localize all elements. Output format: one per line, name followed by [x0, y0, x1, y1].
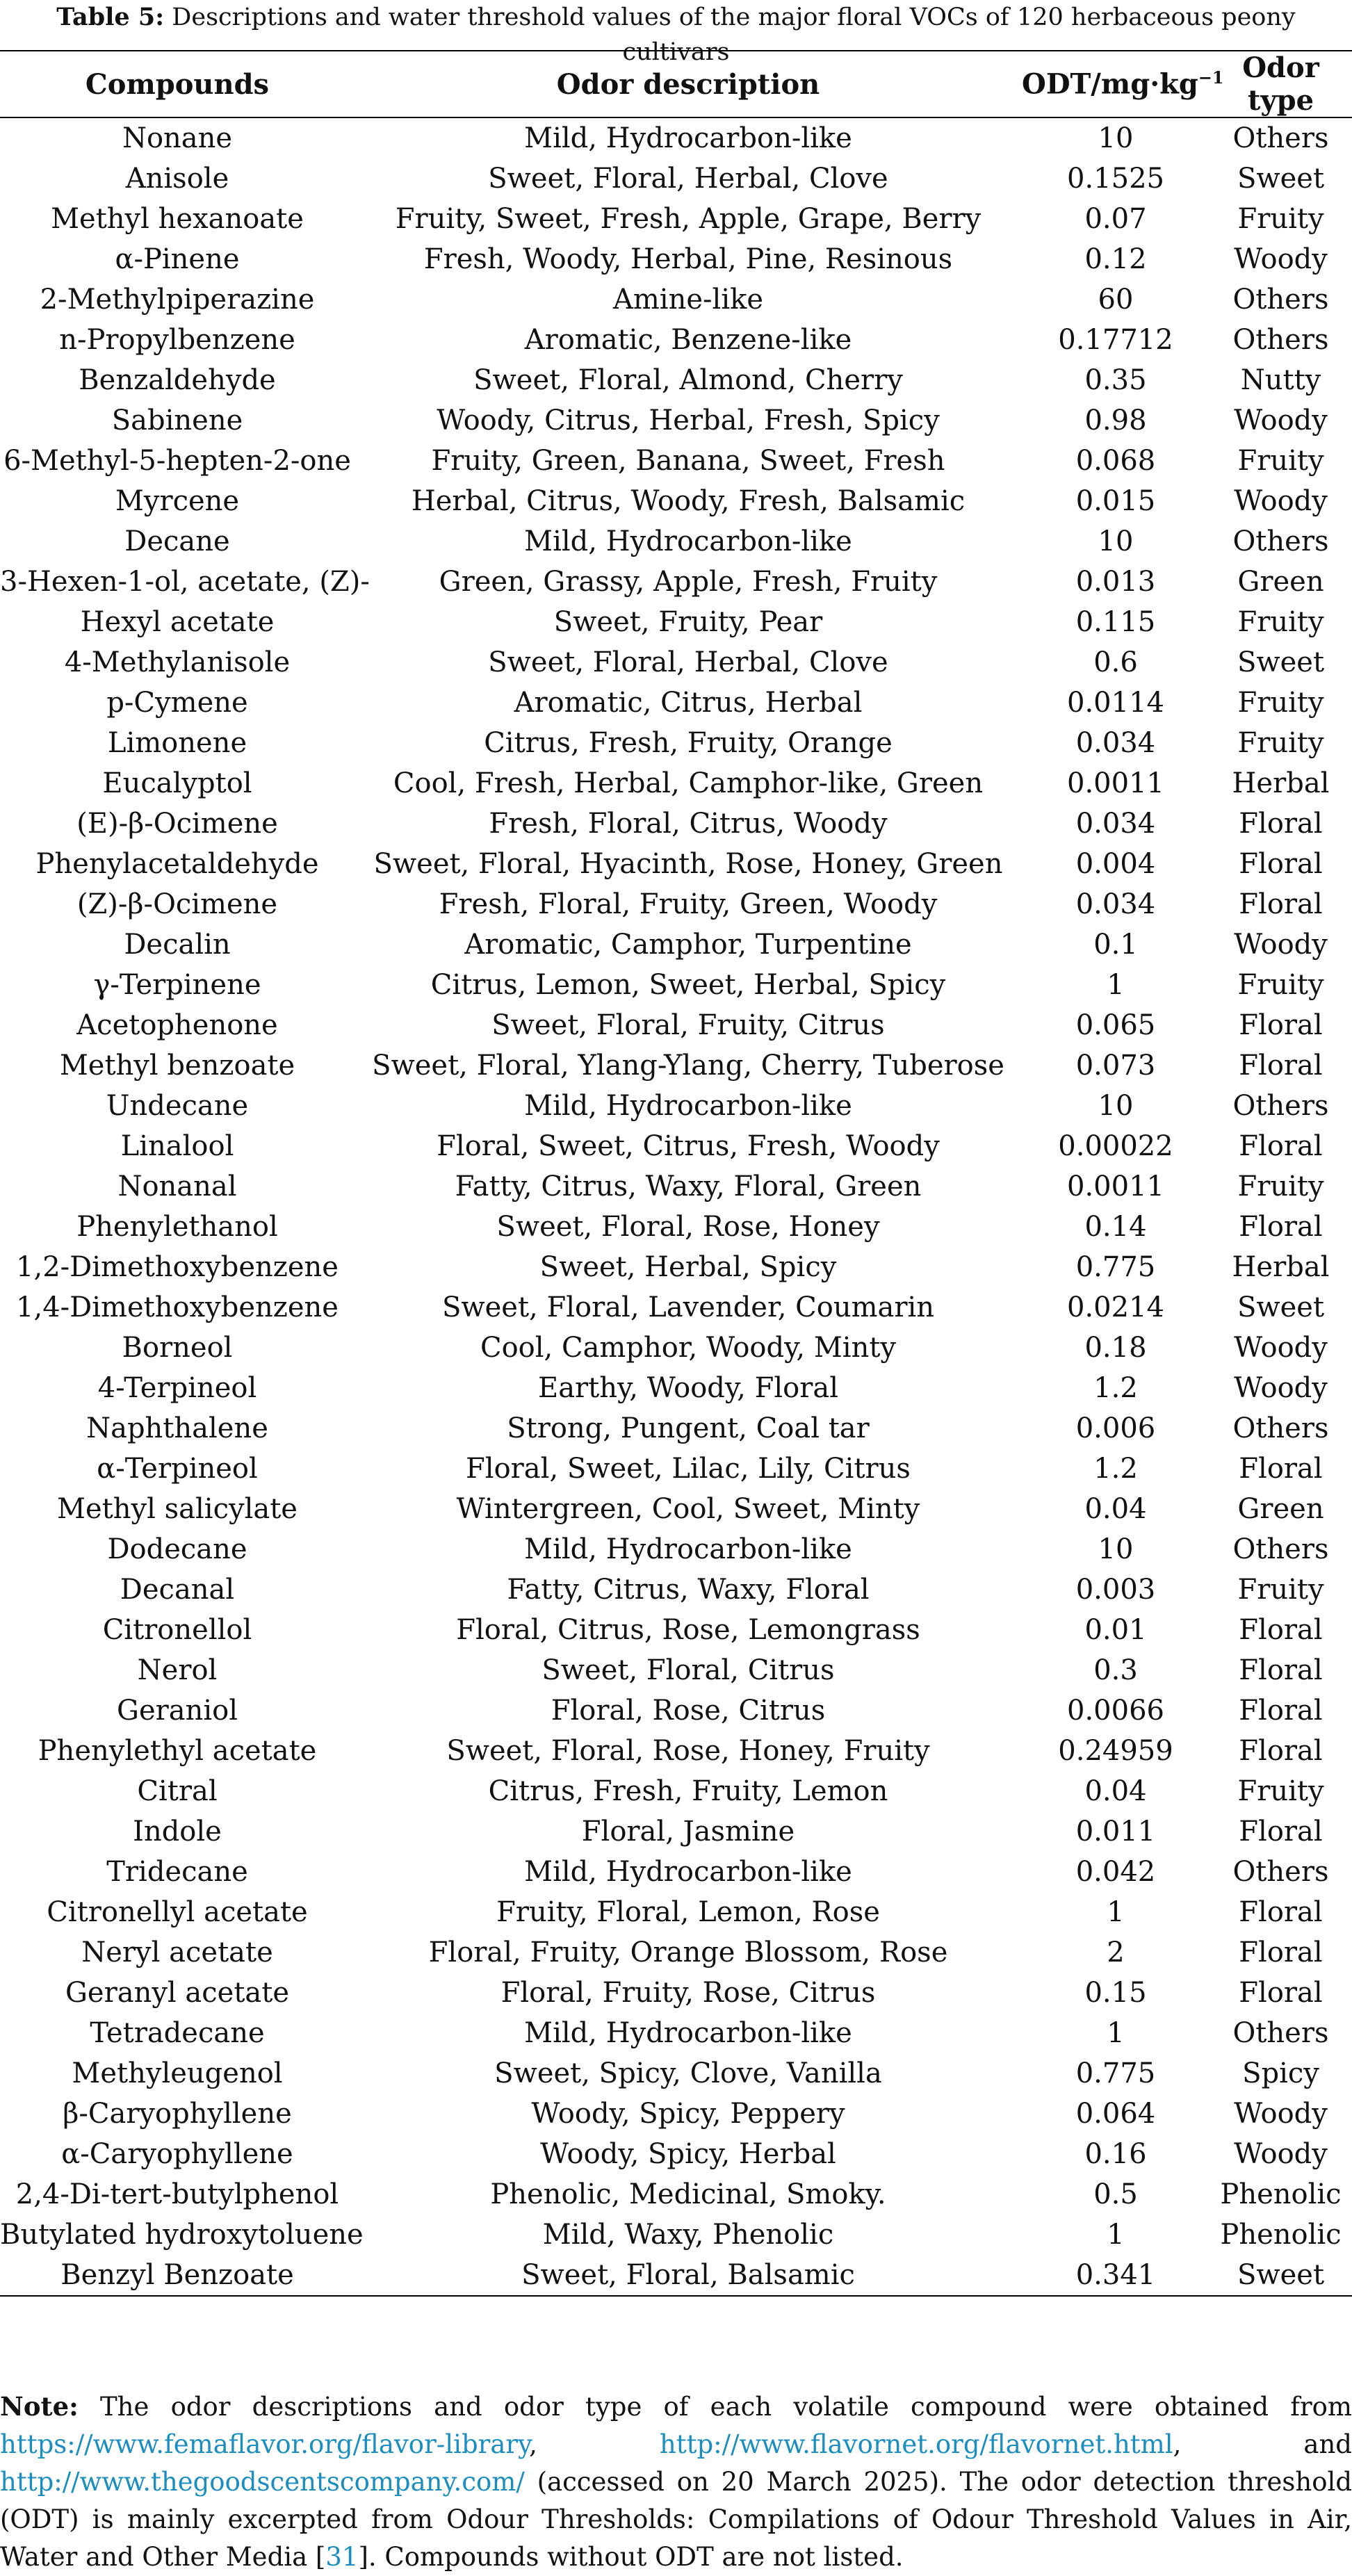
- cell-compound: Citral: [137, 1775, 218, 1807]
- cell-odt: 0.18: [1084, 1332, 1147, 1364]
- table-row: [0, 2255, 1352, 2296]
- cell-odor-description: Sweet, Floral, Rose, Honey: [496, 1211, 880, 1243]
- cell-odt: 0.1525: [1067, 163, 1164, 195]
- table-row: [0, 117, 1352, 158]
- cell-odt: 0.0214: [1067, 1291, 1164, 1323]
- cell-odt: 0.065: [1075, 1009, 1156, 1041]
- table-row: [0, 844, 1352, 884]
- table-row: [0, 481, 1352, 521]
- cell-compound: 4-Terpineol: [97, 1372, 257, 1404]
- table-row: [0, 1368, 1352, 1408]
- cell-odor-description: Sweet, Floral, Citrus: [541, 1654, 835, 1686]
- cell-odor-type: Woody: [1234, 485, 1328, 517]
- cell-compound: Phenylethanol: [76, 1211, 278, 1243]
- table-row: [0, 884, 1352, 924]
- cell-odor-type: Woody: [1234, 1372, 1328, 1404]
- table-row: [0, 2013, 1352, 2053]
- cell-odor-type: Woody: [1234, 1332, 1328, 1364]
- cell-odt: 1.2: [1093, 1372, 1138, 1404]
- cell-odt: 0.12: [1084, 243, 1147, 275]
- cell-compound: Hexyl acetate: [80, 606, 275, 638]
- cell-odor-description: Mild, Hydrocarbon-like: [524, 525, 852, 557]
- cell-odor-description: Citrus, Fresh, Fruity, Orange: [484, 727, 893, 759]
- cell-odor-type: Sweet: [1237, 1291, 1325, 1323]
- cell-compound: Butylated hydroxytoluene: [0, 2219, 364, 2251]
- table-caption: [0, 0, 1352, 66]
- table-row: [0, 2053, 1352, 2094]
- table-row: [0, 602, 1352, 642]
- cell-odt: 1: [1107, 969, 1125, 1001]
- cell-odt: 0.011: [1075, 1816, 1156, 1848]
- cell-odt: 0.006: [1075, 1412, 1156, 1444]
- table-row: [0, 965, 1352, 1005]
- table-row: [0, 1166, 1352, 1207]
- cell-odor-type: Fruity: [1237, 727, 1324, 759]
- table-row: [0, 683, 1352, 723]
- cell-odor-description: Fatty, Citrus, Waxy, Floral: [507, 1574, 870, 1606]
- cell-odor-type: Floral: [1239, 1816, 1323, 1848]
- cell-compound: 3-Hexen-1-ol, acetate, (Z)-: [0, 566, 370, 598]
- cell-odt: 0.14: [1084, 1211, 1147, 1243]
- cell-odor-type: Green: [1237, 566, 1324, 598]
- cell-odt: 0.07: [1084, 203, 1147, 235]
- cell-compound: Decane: [124, 525, 230, 557]
- cell-odt: 0.00022: [1058, 1130, 1173, 1162]
- cell-compound: α-Caryophyllene: [61, 2138, 293, 2170]
- cell-odt: 0.073: [1075, 1050, 1156, 1082]
- table-body: [0, 117, 1352, 2296]
- link-goodscents[interactable]: http://www.thegoodscentscompany.com/: [0, 2467, 525, 2497]
- cell-odt: 0.064: [1075, 2098, 1156, 2130]
- cell-odor-type: Others: [1232, 1856, 1329, 1888]
- cell-odt: 10: [1098, 1090, 1134, 1122]
- table-row: [0, 1771, 1352, 1811]
- cell-odor-description: Herbal, Citrus, Woody, Fresh, Balsamic: [411, 485, 966, 517]
- cell-odor-type: Floral: [1239, 1977, 1323, 2009]
- header-odt-label: ODT/mg·kg: [1022, 67, 1198, 101]
- cell-odor-type: Others: [1232, 284, 1329, 316]
- cell-odor-type: Floral: [1239, 1453, 1323, 1485]
- cell-odor-description: Mild, Waxy, Phenolic: [542, 2219, 834, 2251]
- cell-odt: 0.034: [1075, 727, 1156, 759]
- caption-text: Descriptions and water threshold values of the major floral VOCs of 120 herbaceous peony cultivars: [172, 3, 1296, 66]
- cell-odt: 1.2: [1093, 1453, 1138, 1485]
- header-odor-description: Odor description: [355, 51, 1022, 117]
- cell-odor-description: Floral, Fruity, Orange Blossom, Rose: [428, 1937, 948, 1968]
- cell-compound: Methyl salicylate: [57, 1493, 298, 1525]
- header-odor-type: Odor type: [1210, 51, 1352, 117]
- cell-odor-type: Fruity: [1237, 687, 1324, 719]
- table-row: [0, 199, 1352, 239]
- cell-compound: β-Caryophyllene: [63, 2098, 292, 2130]
- cell-odor-description: Floral, Sweet, Citrus, Fresh, Woody: [437, 1130, 940, 1162]
- cell-odor-description: Sweet, Floral, Lavender, Coumarin: [441, 1291, 935, 1323]
- cell-odt: 0.034: [1075, 808, 1156, 840]
- cell-odor-type: Woody: [1234, 929, 1328, 961]
- note-sep-2: , and: [1173, 2429, 1352, 2459]
- link-femaflavor[interactable]: https://www.femaflavor.org/flavor-library: [0, 2429, 530, 2459]
- note-label: Note:: [0, 2391, 79, 2422]
- cell-compound: Sabinene: [111, 405, 243, 437]
- cell-odor-type: Woody: [1234, 405, 1328, 437]
- cell-compound: Acetophenone: [76, 1009, 278, 1041]
- cell-odt: 0.341: [1022, 2255, 1210, 2296]
- cell-odor-description: Citrus, Fresh, Fruity, Lemon: [488, 1775, 888, 1807]
- cell-compound: Undecane: [106, 1090, 249, 1122]
- cell-compound: γ-Terpinene: [93, 969, 261, 1001]
- cell-odor-description: Sweet, Floral, Almond, Cherry: [473, 364, 903, 396]
- table-row: [0, 924, 1352, 965]
- cell-compound: Citronellol: [102, 1614, 252, 1646]
- cell-odor-type: Woody: [1234, 2098, 1328, 2130]
- cell-compound: Eucalyptol: [102, 767, 252, 799]
- table-row: [0, 1529, 1352, 1570]
- cell-compound: Naphthalene: [86, 1412, 268, 1444]
- cell-odor-type: Others: [1232, 122, 1329, 154]
- cell-odor-type: Floral: [1239, 1735, 1323, 1767]
- cell-odor-description: Mild, Hydrocarbon-like: [524, 2017, 852, 2049]
- cell-odor-type: Others: [1232, 525, 1329, 557]
- cell-compound: Decalin: [124, 929, 231, 961]
- cell-odor-description: Earthy, Woody, Floral: [538, 1372, 838, 1404]
- table-row: [0, 360, 1352, 400]
- cell-odor-type: Spicy: [1242, 2057, 1319, 2089]
- table-row: [0, 642, 1352, 683]
- cell-odor-description: Aromatic, Camphor, Turpentine: [464, 929, 912, 961]
- cell-odt: 0.15: [1084, 1977, 1147, 2009]
- cell-odor-description: Floral, Sweet, Lilac, Lily, Citrus: [466, 1453, 911, 1485]
- table-row: [0, 279, 1352, 320]
- cell-odor-description: Fresh, Floral, Citrus, Woody: [489, 808, 888, 840]
- cell-compound: Phenylethyl acetate: [38, 1735, 317, 1767]
- table-row: [0, 1045, 1352, 1086]
- cell-odor-type: Others: [1232, 2017, 1329, 2049]
- cell-odor-description: Phenolic, Medicinal, Smoky.: [490, 2178, 886, 2210]
- cell-odor-type: Phenolic: [1220, 2219, 1342, 2251]
- cell-odt: 0.16: [1084, 2138, 1147, 2170]
- cell-compound: 1,4-Dimethoxybenzene: [16, 1291, 339, 1323]
- cell-odt: 0.004: [1075, 848, 1156, 880]
- cell-compound: Tetradecane: [90, 2017, 265, 2049]
- table-header-row: [0, 51, 1352, 117]
- link-flavornet[interactable]: http://www.flavornet.org/flavornet.html: [659, 2429, 1173, 2459]
- cell-odor-type: Others: [1232, 1090, 1329, 1122]
- cell-compound: α-Pinene: [115, 243, 240, 275]
- note-text-2: (accessed on 20 March 2025). The odor detection threshold (ODT) is mainly excerpted from Odour Thresholds: Compilations of Odour Threshold Values in Air, Water and Other Media [: [0, 2467, 1352, 2572]
- cell-odor-description: Mild, Hydrocarbon-like: [524, 1090, 852, 1122]
- cell-odor-type: Floral: [1239, 1695, 1323, 1727]
- cell-odt: 0.775: [1075, 1251, 1156, 1283]
- cell-compound: Myrcene: [115, 485, 240, 517]
- cell-compound: Citronellyl acetate: [47, 1896, 308, 1928]
- cell-odor-type: Fruity: [1237, 1171, 1324, 1203]
- cell-odor-description: Sweet, Fruity, Pear: [553, 606, 823, 638]
- cell-compound: Geraniol: [116, 1695, 238, 1727]
- cell-compound: 6-Methyl-5-hepten-2-one: [3, 445, 351, 477]
- cell-odor-type: Woody: [1234, 243, 1328, 275]
- table-row: [0, 1328, 1352, 1368]
- cell-odor-type: Floral: [1239, 1130, 1323, 1162]
- cell-odor-type: Floral: [1239, 888, 1323, 920]
- cell-compound: Limonene: [107, 727, 247, 759]
- cell-odor-description: Cool, Camphor, Woody, Minty: [480, 1332, 897, 1364]
- cell-odor-description: Aromatic, Citrus, Herbal: [514, 687, 863, 719]
- cell-compound: 2,4-Di-tert-butylphenol: [15, 2178, 339, 2210]
- cell-odor-type: Floral: [1239, 1009, 1323, 1041]
- cell-compound: Decanal: [120, 1574, 235, 1606]
- cell-odor-description: Sweet, Floral, Hyacinth, Rose, Honey, Green: [373, 848, 1003, 880]
- cell-odor-description: Sweet, Floral, Herbal, Clove: [488, 646, 888, 678]
- table-row: [0, 2134, 1352, 2174]
- cell-odor-type: Sweet: [1237, 163, 1325, 195]
- table-row: [0, 441, 1352, 481]
- note-text-1: The odor descriptions and odor type of each volatile compound were obtained from: [99, 2392, 1352, 2422]
- table-row: [0, 2215, 1352, 2255]
- table-row: [0, 1852, 1352, 1892]
- cell-odor-type: Floral: [1239, 1937, 1323, 1968]
- cell-odor-type: Fruity: [1237, 606, 1324, 638]
- cell-odor-description: Mild, Hydrocarbon-like: [524, 1856, 852, 1888]
- table-row: [0, 1408, 1352, 1449]
- cell-odor-type: Floral: [1239, 1050, 1323, 1082]
- cell-compound: (Z)-β-Ocimene: [76, 888, 278, 920]
- cell-odor-type: Herbal: [1232, 767, 1330, 799]
- cell-odor-type: Nutty: [1240, 364, 1321, 396]
- cell-odt: 0.068: [1075, 445, 1156, 477]
- cell-odor-type: Sweet: [1210, 2255, 1352, 2296]
- table-row: [0, 2174, 1352, 2215]
- cell-odor-description: Woody, Spicy, Peppery: [531, 2098, 845, 2130]
- cell-compound: Nonane: [122, 122, 233, 154]
- cell-compound: Methyl hexanoate: [51, 203, 304, 235]
- cell-odt: 0.013: [1075, 566, 1156, 598]
- cell-odor-type: Woody: [1234, 2138, 1328, 2170]
- cell-odt: 10: [1098, 122, 1134, 154]
- cell-odor-type: Fruity: [1237, 1775, 1324, 1807]
- cell-odt: 0.01: [1084, 1614, 1147, 1646]
- cell-odor-description: Strong, Pungent, Coal tar: [507, 1412, 870, 1444]
- cell-odor-type: Floral: [1239, 1654, 1323, 1686]
- cell-compound: n-Propylbenzene: [59, 324, 295, 356]
- cell-odor-description: Amine-like: [612, 284, 764, 316]
- cell-compound: Phenylacetaldehyde: [35, 848, 319, 880]
- table-row: [0, 1489, 1352, 1529]
- cell-compound: (E)-β-Ocimene: [76, 808, 278, 840]
- cell-odt: 0.1: [1093, 929, 1138, 961]
- table-row: [0, 562, 1352, 602]
- header-odt: [1022, 51, 1224, 117]
- cell-odor-description: Floral, Jasmine: [581, 1816, 795, 1848]
- cell-odor-description: Aromatic, Benzene-like: [524, 324, 852, 356]
- cell-compound: Methyleugenol: [72, 2057, 283, 2089]
- cell-odor-type: Phenolic: [1220, 2178, 1342, 2210]
- table-row: [0, 521, 1352, 562]
- cell-odor-type: Floral: [1239, 1896, 1323, 1928]
- cell-odt: 1: [1107, 1896, 1125, 1928]
- cell-odor-type: Fruity: [1237, 445, 1324, 477]
- table-row: [0, 1650, 1352, 1690]
- cell-odor-description: Fruity, Green, Banana, Sweet, Fresh: [431, 445, 945, 477]
- table-row: [0, 239, 1352, 279]
- cell-odor-type: Fruity: [1237, 1574, 1324, 1606]
- cell-odor-type: Fruity: [1237, 969, 1324, 1001]
- reference-link[interactable]: 31: [325, 2542, 359, 2572]
- table-row: [0, 1973, 1352, 2013]
- cell-compound: 1,2-Dimethoxybenzene: [16, 1251, 339, 1283]
- cell-odt: 0.003: [1075, 1574, 1156, 1606]
- table-row: [0, 804, 1352, 844]
- cell-odor-description: Sweet, Herbal, Spicy: [539, 1251, 837, 1283]
- cell-odor-description: Floral, Fruity, Rose, Citrus: [500, 1977, 876, 2009]
- cell-odor-description: Green, Grassy, Apple, Fresh, Fruity: [439, 566, 938, 598]
- cell-odt: 0.24959: [1058, 1735, 1173, 1767]
- table-row: [0, 1811, 1352, 1852]
- table-row: [0, 1731, 1352, 1771]
- cell-odt: 10: [1098, 1533, 1134, 1565]
- cell-compound: Dodecane: [107, 1533, 247, 1565]
- cell-compound: Tridecane: [106, 1856, 248, 1888]
- cell-odt: 0.04: [1084, 1493, 1147, 1525]
- cell-odor-type: Others: [1232, 1533, 1329, 1565]
- cell-odt: 0.0066: [1067, 1695, 1164, 1727]
- cell-odt: 0.0011: [1067, 1171, 1164, 1203]
- cell-odt: 0.775: [1075, 2057, 1156, 2089]
- cell-odor-description: Sweet, Floral, Herbal, Clove: [488, 163, 888, 195]
- cell-odt: 0.034: [1075, 888, 1156, 920]
- cell-odt: 1: [1107, 2017, 1125, 2049]
- table-row: [0, 1126, 1352, 1166]
- cell-odt: 0.04: [1084, 1775, 1147, 1807]
- cell-odor-description: Sweet, Floral, Balsamic: [355, 2255, 1022, 2296]
- table-row: [0, 1287, 1352, 1328]
- cell-odor-description: Fruity, Sweet, Fresh, Apple, Grape, Berry: [395, 203, 982, 235]
- cell-compound: 2-Methylpiperazine: [40, 284, 315, 316]
- cell-compound: Geranyl acetate: [65, 1977, 290, 2009]
- cell-odt: 0.015: [1075, 485, 1156, 517]
- cell-odor-type: Herbal: [1232, 1251, 1330, 1283]
- caption-label: Table 5:: [56, 3, 165, 31]
- cell-odor-description: Sweet, Floral, Rose, Honey, Fruity: [446, 1735, 930, 1767]
- cell-odor-description: Cool, Fresh, Herbal, Camphor-like, Green: [393, 767, 984, 799]
- cell-odt: 0.5: [1093, 2178, 1138, 2210]
- cell-odor-type: Floral: [1239, 848, 1323, 880]
- cell-compound: Linalool: [120, 1130, 234, 1162]
- table-row: [0, 2094, 1352, 2134]
- cell-odt: 0.115: [1075, 606, 1156, 638]
- table-row: [0, 400, 1352, 441]
- cell-compound: Anisole: [125, 163, 229, 195]
- cell-odor-description: Floral, Rose, Citrus: [551, 1695, 826, 1727]
- table-row: [0, 1690, 1352, 1731]
- cell-compound: Benzaldehyde: [79, 364, 276, 396]
- cell-odor-description: Mild, Hydrocarbon-like: [524, 122, 852, 154]
- cell-odor-description: Floral, Citrus, Rose, Lemongrass: [456, 1614, 920, 1646]
- cell-odor-description: Fatty, Citrus, Waxy, Floral, Green: [455, 1171, 922, 1203]
- table-row: [0, 1570, 1352, 1610]
- cell-odor-type: Floral: [1239, 1211, 1323, 1243]
- header-compounds: Compounds: [0, 51, 355, 117]
- cell-odor-type: Others: [1232, 324, 1329, 356]
- cell-compound: α-Terpineol: [97, 1453, 258, 1485]
- note-sep-1: ,: [529, 2429, 537, 2459]
- table-row: [0, 1005, 1352, 1045]
- table-row: [0, 1932, 1352, 1973]
- cell-compound: Methyl benzoate: [59, 1050, 295, 1082]
- table-row: [0, 320, 1352, 360]
- table-row: [0, 1247, 1352, 1287]
- cell-odor-type: Green: [1237, 1493, 1324, 1525]
- cell-compound: Nonanal: [117, 1171, 237, 1203]
- cell-compound: Indole: [133, 1816, 222, 1848]
- table-row: [0, 763, 1352, 804]
- cell-odt: 10: [1098, 525, 1134, 557]
- cell-odt: 1: [1107, 2219, 1125, 2251]
- cell-odt: 60: [1098, 284, 1134, 316]
- cell-odor-description: Citrus, Lemon, Sweet, Herbal, Spicy: [430, 969, 946, 1001]
- cell-odor-description: Sweet, Floral, Fruity, Citrus: [491, 1009, 885, 1041]
- table-row: [0, 158, 1352, 199]
- cell-odor-type: Floral: [1239, 808, 1323, 840]
- cell-odor-type: Others: [1232, 1412, 1329, 1444]
- cell-odor-description: Wintergreen, Cool, Sweet, Minty: [456, 1493, 920, 1525]
- cell-odor-description: Woody, Citrus, Herbal, Fresh, Spicy: [437, 405, 940, 437]
- cell-odor-type: Sweet: [1237, 646, 1325, 678]
- table-row: [0, 723, 1352, 763]
- table-row: [0, 1892, 1352, 1932]
- cell-odt: 0.98: [1084, 405, 1147, 437]
- cell-odt: 2: [1107, 1937, 1125, 1968]
- cell-odor-description: Fresh, Floral, Fruity, Green, Woody: [439, 888, 938, 920]
- table-row: [0, 1610, 1352, 1650]
- cell-odor-description: Sweet, Floral, Ylang-Ylang, Cherry, Tuberose: [372, 1050, 1004, 1082]
- cell-odt: 0.0011: [1067, 767, 1164, 799]
- cell-odt: 0.6: [1093, 646, 1138, 678]
- cell-odor-description: Fruity, Floral, Lemon, Rose: [496, 1896, 880, 1928]
- cell-odt: 0.35: [1084, 364, 1147, 396]
- cell-odt: 0.17712: [1058, 324, 1173, 356]
- cell-odor-description: Sweet, Spicy, Clove, Vanilla: [494, 2057, 882, 2089]
- cell-odt: 0.3: [1093, 1654, 1138, 1686]
- cell-odor-description: Fresh, Woody, Herbal, Pine, Resinous: [423, 243, 953, 275]
- cell-compound: Neryl acetate: [81, 1937, 273, 1968]
- cell-odor-description: Mild, Hydrocarbon-like: [524, 1533, 852, 1565]
- cell-compound: Nerol: [137, 1654, 218, 1686]
- cell-compound: Borneol: [122, 1332, 233, 1364]
- cell-compound: Benzyl Benzoate: [0, 2255, 355, 2296]
- table-row: [0, 1207, 1352, 1247]
- cell-odt: 0.0114: [1067, 687, 1164, 719]
- note-text-3: ]. Compounds without ODT are not listed.: [358, 2542, 904, 2572]
- table-note: [0, 2388, 1352, 2576]
- cell-odt: 0.042: [1075, 1856, 1156, 1888]
- cell-odor-type: Floral: [1239, 1614, 1323, 1646]
- cell-compound: p-Cymene: [106, 687, 248, 719]
- header-odt-exponent: −1: [1198, 67, 1224, 88]
- voc-table: [0, 50, 1352, 2297]
- table-row: [0, 1449, 1352, 1489]
- cell-compound: 4-Methylanisole: [64, 646, 291, 678]
- table-row: [0, 1086, 1352, 1126]
- cell-odor-type: Fruity: [1237, 203, 1324, 235]
- cell-odor-description: Woody, Spicy, Herbal: [540, 2138, 836, 2170]
